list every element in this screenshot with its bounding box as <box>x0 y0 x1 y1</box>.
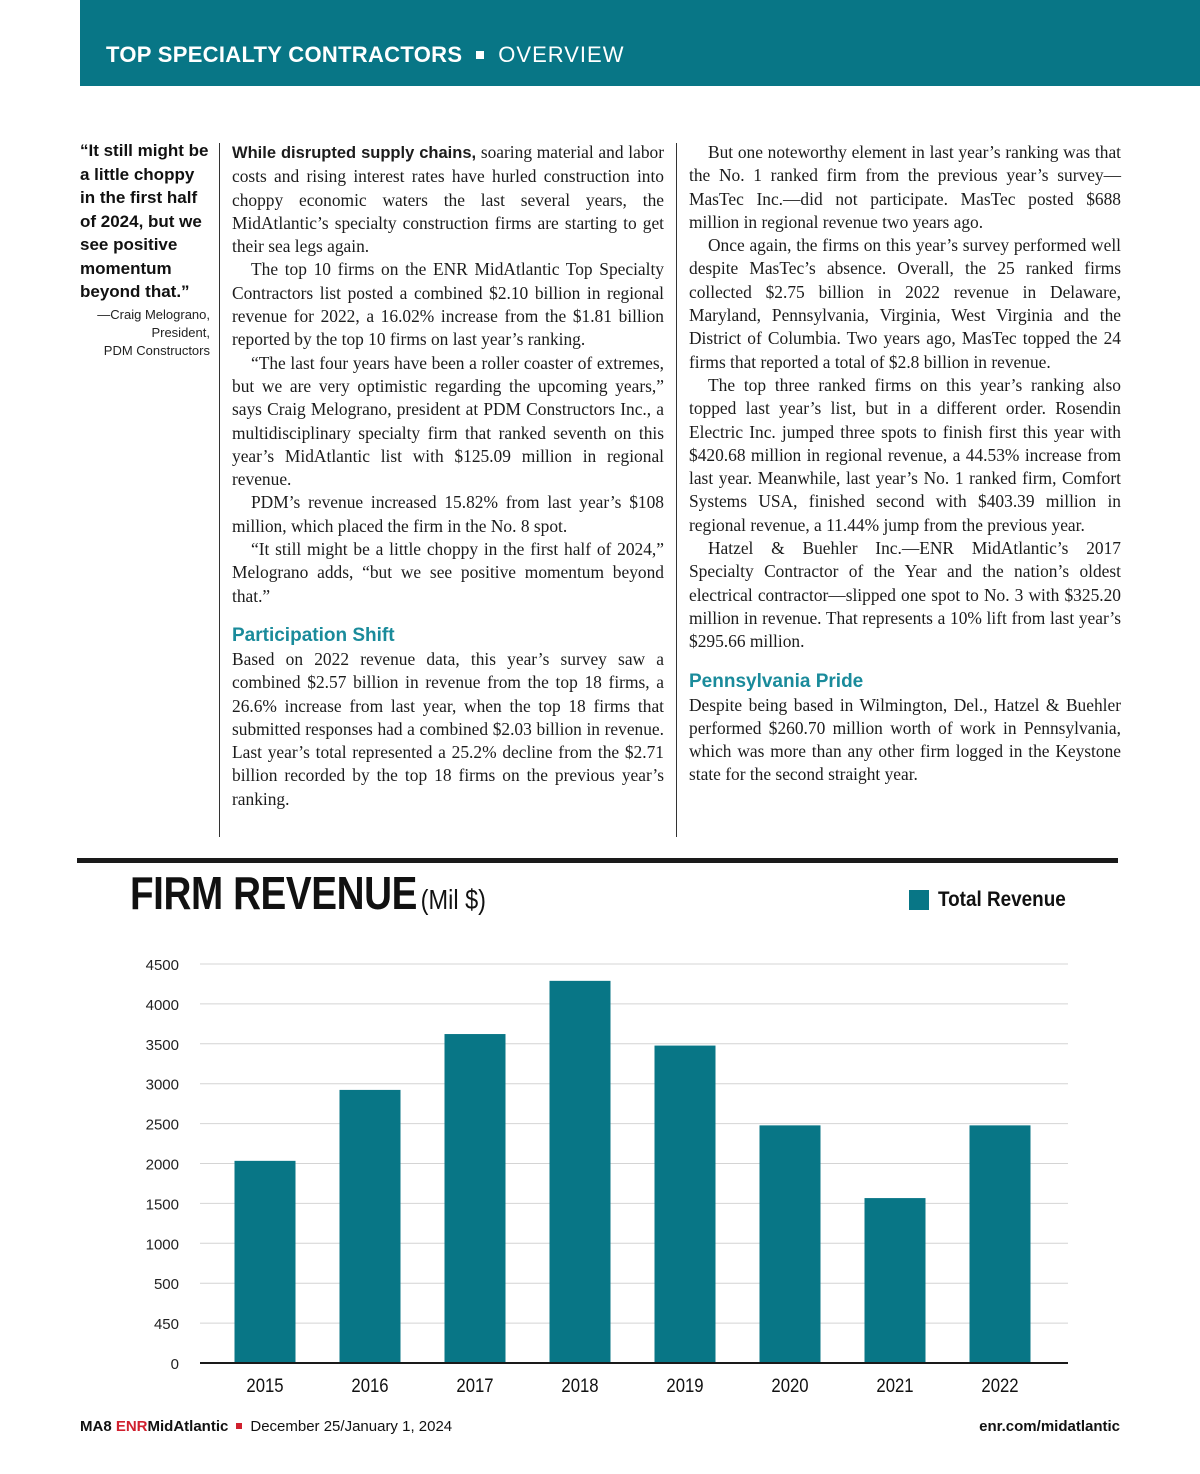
bar <box>865 1198 926 1363</box>
chart-title-unit: (Mil $) <box>420 884 487 915</box>
footer-url: enr.com/midatlantic <box>979 1418 1120 1435</box>
x-tick-label: 2022 <box>981 1375 1019 1397</box>
chart-title-main: FIRM REVENUE <box>130 867 417 919</box>
page-number: MA8 <box>80 1418 112 1435</box>
y-tick-label: 4000 <box>145 996 179 1014</box>
pull-quote-attribution <box>80 306 210 360</box>
section-title: TOP SPECIALTY CONTRACTORS <box>106 42 463 67</box>
attribution-name: —Craig Melograno, <box>97 306 210 322</box>
page-footer <box>80 1418 1120 1440</box>
article-paragraph: “The last four years have been a roller coaster of extremes, but we are very optimistic regarding the upcoming years,” says Craig Melograno, president at PDM Constructors Inc., a multidisciplinary specialty firm that ranked seventh on this year’s MidAtlantic list with $125.09 million in regional revenue. <box>232 352 664 490</box>
y-tick-label: 3500 <box>145 1036 179 1054</box>
paragraph-text: soaring material and labor costs and rising interest rates have hurled construction into choppy economic waters the last several years, the MidAtlantic’s specialty construction firms are starting to get their sea legs again. <box>232 142 665 257</box>
bar <box>235 1161 296 1363</box>
pull-quote-text: “It still might be a little choppy in the first half of 2024, but we see positive momentum beyond that.” <box>80 141 209 301</box>
bar <box>655 1046 716 1363</box>
article-paragraph: But one noteworthy element in last year’s ranking was that the No. 1 ranked firm from the previous year’s survey—MasTec Inc.—did not participate. MasTec posted $688 million in regional revenue two years ago. <box>689 142 1121 232</box>
article-paragraph: Based on 2022 revenue data, this year’s survey saw a combined $2.57 billion in revenue from the top 18 firms, a 26.6% increase from last year, when the top 18 firms that submitted responses had a combined $2.03 billion in revenue. Last year’s total represented a 25.2% decline from the $2.71 billion recorded by the top 18 firms on the previous year’s ranking. <box>232 648 664 809</box>
chart-title <box>130 866 486 920</box>
y-tick-label: 500 <box>153 1276 179 1294</box>
subheading: Pennsylvania Pride <box>689 670 864 692</box>
x-tick-label: 2019 <box>666 1375 704 1397</box>
article-paragraph: Hatzel & Buehler Inc.—ENR MidAtlantic’s 2017 Specialty Contractor of the Year and the nation’s oldest electrical contractor—slipped one spot to No. 3 with $325.20 million in revenue. That represents a 10% lift from last year’s $295.66 million. <box>689 538 1121 652</box>
legend-label: Total Revenue <box>938 888 1066 911</box>
y-tick-label: 4500 <box>145 957 179 974</box>
x-tick-label: 2021 <box>876 1375 914 1397</box>
brand-enr: ENR <box>115 1418 148 1435</box>
lead-in: While disrupted supply chains, <box>232 144 477 162</box>
article-column-1 <box>232 141 664 811</box>
y-tick-label: 1500 <box>145 1196 179 1214</box>
x-tick-label: 2015 <box>246 1375 284 1397</box>
attribution-company: PDM Constructors <box>103 342 210 358</box>
section-header <box>106 42 624 68</box>
article-paragraph: The top three ranked firms on this year’s ranking also topped last year’s list, but in a different order. Rosendin Electric Inc. jumped three spots to finish first this year with $420.68 million in regional revenue, a 44.53% increase from last year. Meanwhile, last year’s No. 1 ranked firm, Comfort Systems USA, finished second with $403.39 million in regional revenue, a 11.44% jump from the previous year. <box>689 374 1121 535</box>
section-header-band <box>80 0 1200 86</box>
brand-region: MidAtlantic <box>147 1418 229 1435</box>
subheading: Participation Shift <box>232 624 395 646</box>
bar <box>760 1125 821 1363</box>
y-tick-label: 1000 <box>145 1236 179 1254</box>
article-paragraph: “It still might be a little choppy in the first half of 2024,” Melograno adds, “but we see positive momentum beyond that.” <box>232 539 664 606</box>
x-tick-label: 2016 <box>351 1375 389 1397</box>
section-subtitle: OVERVIEW <box>498 42 625 67</box>
bar <box>550 981 611 1363</box>
x-tick-label: 2020 <box>771 1375 809 1397</box>
column-divider <box>676 143 677 837</box>
attribution-title: President, <box>151 324 210 340</box>
issue-date: December 25/January 1, 2024 <box>250 1418 453 1435</box>
column-divider <box>219 143 220 837</box>
footer-left <box>80 1418 452 1435</box>
article-paragraph <box>232 141 664 258</box>
pull-quote <box>80 139 210 360</box>
article-paragraph: The top 10 firms on the ENR MidAtlantic Top Specialty Contractors list posted a combined $2.10 billion in regional revenue for 2022, a 16.02% increase from the $1.81 billion reported by the top 10 firms on last year’s ranking. <box>232 259 664 350</box>
y-tick-label: 450 <box>153 1316 179 1334</box>
y-tick-label: 3000 <box>145 1076 179 1094</box>
article-paragraph: Despite being based in Wilmington, Del., Hatzel & Buehler performed $260.70 million worth of work in Pennsylvania, which was more than any other firm logged in the Keystone state for the second straight year. <box>689 694 1121 785</box>
bar <box>445 1034 506 1363</box>
y-tick-label: 2500 <box>145 1116 179 1134</box>
chart-top-rule <box>77 858 1118 863</box>
separator-square-icon <box>476 51 484 59</box>
article-column-2 <box>689 141 1121 787</box>
article-paragraph: PDM’s revenue increased 15.82% from last year’s $108 million, which placed the firm in the No. 8 spot. <box>232 492 664 536</box>
bar <box>340 1090 401 1363</box>
revenue-bar-chart <box>0 940 1200 1410</box>
x-tick-label: 2018 <box>561 1375 599 1397</box>
footer-square-icon <box>236 1423 242 1429</box>
y-tick-label: 0 <box>170 1356 179 1373</box>
y-tick-label: 2000 <box>145 1156 179 1174</box>
article-paragraph: Once again, the firms on this year’s survey performed well despite MasTec’s absence. Overall, the 25 ranked firms collected $2.75 billion in 2022 revenue in Delaware, Maryland, Pennsylvania, Virginia, West Virginia and the District of Columbia. Two years ago, MasTec topped the 24 firms that reported a total of $2.8 billion in revenue. <box>689 235 1121 372</box>
legend-swatch <box>909 890 929 910</box>
bar <box>970 1125 1031 1363</box>
x-tick-label: 2017 <box>456 1375 494 1397</box>
